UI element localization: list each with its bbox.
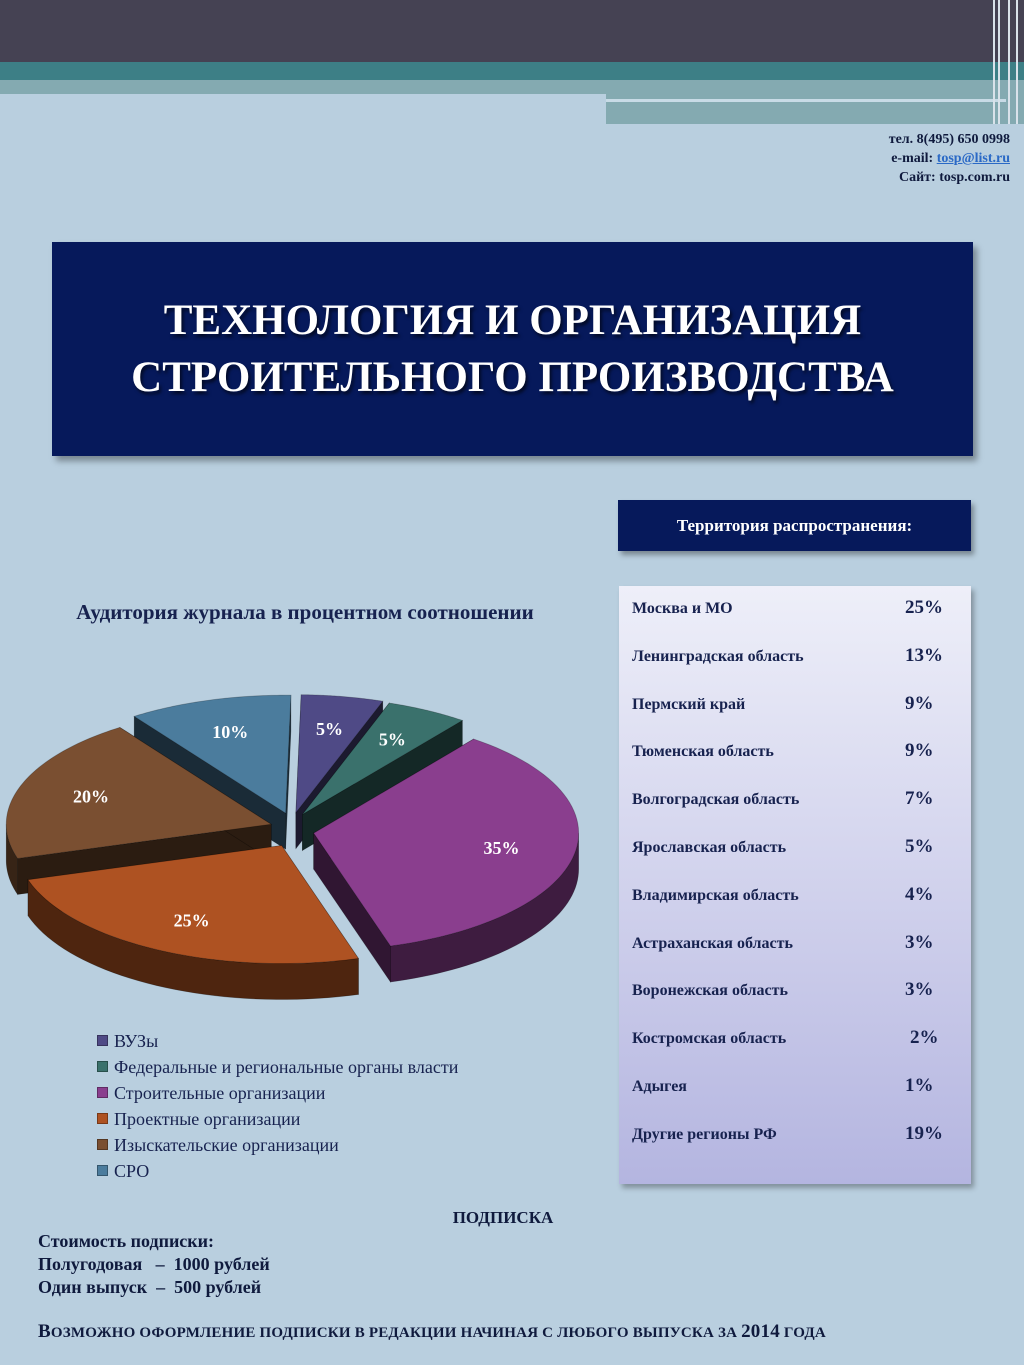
region-row [632,693,962,726]
note-year: 2014 [741,1321,780,1342]
legend-label: СРО [114,1161,150,1181]
legend-item [97,1134,339,1156]
region-row [632,1027,962,1060]
pie-data-label: 5% [378,729,406,750]
legend-item [97,1160,149,1182]
legend-label: Федеральные и региональные органы власти [114,1057,459,1077]
region-name: Адыгея [632,1078,687,1095]
region-row [632,1123,962,1156]
pie-data-label: 20% [72,786,109,807]
pie-data-label: 25% [173,910,210,931]
region-value: 1% [905,1075,934,1096]
region-value: 9% [905,693,934,714]
region-value: 7% [905,788,934,809]
legend-item [97,1030,158,1052]
region-name: Москва и МО [632,600,733,617]
region-value: 2% [910,1027,939,1048]
subscription-single: Один выпуск – 500 рублей [38,1277,262,1297]
title-banner [52,242,973,456]
region-value: 19% [905,1123,943,1144]
pie-chart [0,690,610,1040]
region-row [632,836,962,869]
legend-swatch [97,1139,108,1150]
pie-data-label: 5% [315,719,343,740]
legend-swatch [97,1061,108,1072]
chart-title: Аудитория журнала в процентном соотношении [76,600,534,624]
pie-data-label: 10% [212,721,249,742]
legend-label: Строительные организации [114,1083,326,1103]
subscription-note [38,1321,826,1343]
region-name: Тюменская область [632,743,774,760]
legend-label: Проектные организации [114,1109,301,1129]
decor-line [993,0,995,124]
region-value: 5% [905,836,934,857]
region-row [632,979,962,1012]
region-value: 9% [905,740,934,761]
subscription-details [38,1230,270,1299]
region-name: Другие регионы РФ [632,1126,777,1143]
region-row [632,788,962,821]
legend-item [97,1056,458,1078]
legend-swatch [97,1165,108,1176]
email-label: e-mail: [891,151,934,166]
contact-site: Сайт: tosp.com.ru [899,170,1010,185]
header-divider [606,99,1006,102]
region-name: Костромская область [632,1030,787,1047]
region-row [632,740,962,773]
region-value: 4% [905,884,934,905]
region-name: Ленинградская область [632,648,804,665]
region-name: Владимирская область [632,887,799,904]
contact-phone: тел. 8(495) 650 0998 [888,132,1010,147]
legend-label: Изыскательские организации [114,1135,339,1155]
note-text: ОЗМОЖНО ОФОРМЛЕНИЕ ПОДПИСКИ В РЕДАКЦИИ НАЧИНАЯ С ЛЮБОГО ВЫПУСКА ЗА [50,1325,742,1341]
header-stripe [606,104,1024,124]
region-value: 3% [905,932,934,953]
region-name: Воронежская область [632,982,788,999]
region-name: Ярославская область [632,839,787,856]
note-end: ГОДА [779,1325,826,1341]
page-title: ТЕХНОЛОГИЯ И ОРГАНИЗАЦИЯ СТРОИТЕЛЬНОГО ПРОИЗВОДСТВА [131,297,894,401]
territory-heading: Территория распространения: [618,500,971,551]
region-name: Волгоградская область [632,791,800,808]
region-row [632,932,962,965]
legend-item [97,1082,325,1104]
region-value: 3% [905,979,934,1000]
region-row [632,1075,962,1108]
email-link[interactable]: tosp@list.ru [936,151,1010,166]
contact-email [889,149,1010,168]
region-value: 25% [905,597,943,618]
header-stripe [0,62,1024,80]
region-name: Пермский край [632,696,746,713]
legend-item [97,1108,300,1130]
region-row [632,645,962,678]
subscription-half-year: Полугодовая – 1000 рублей [38,1254,270,1274]
subscription-heading: ПОДПИСКА [452,1208,554,1227]
regions-table [619,586,971,1184]
region-name: Астраханская область [632,935,793,952]
region-value: 13% [905,645,943,666]
decor-line [998,0,1000,124]
region-row [632,884,962,917]
legend-swatch [97,1035,108,1046]
decor-line [1008,0,1010,124]
legend-label: ВУЗы [114,1031,159,1051]
decor-line [1016,0,1018,124]
subscription-cost-label: Стоимость подписки: [38,1231,215,1251]
contact-block [889,130,1010,187]
legend-swatch [97,1087,108,1098]
header-bar [0,0,1024,62]
legend-swatch [97,1113,108,1124]
note-initial: В [38,1321,51,1342]
pie-data-label: 35% [483,838,520,859]
region-row [632,597,962,630]
